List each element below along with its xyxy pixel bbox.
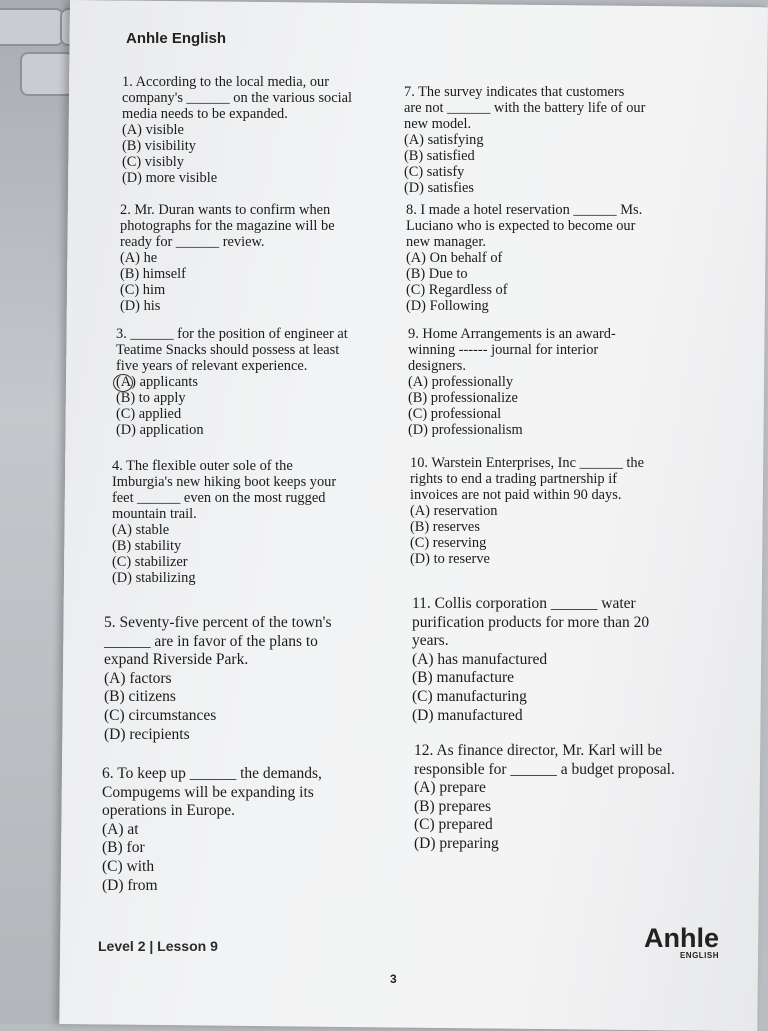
answer-option: (D) Following: [406, 298, 489, 314]
answer-option: (C) manufacturing: [412, 687, 527, 705]
answer-option: (D) his: [120, 298, 161, 314]
question-9: [408, 326, 616, 438]
answer-option: (C) stabilizer: [112, 554, 188, 570]
answer-option: (B) reserves: [410, 519, 480, 535]
answer-option: (B) citizens: [104, 688, 176, 706]
answer-option: (B) satisfied: [404, 148, 475, 164]
question-6: [102, 765, 322, 895]
question-stem-line: designers.: [408, 358, 466, 374]
question-stem-line: rights to end a trading partnership if: [410, 471, 618, 487]
question-1: [122, 74, 352, 186]
answer-option: (B) manufacture: [412, 669, 514, 687]
answer-option: (A) prepare: [414, 779, 486, 797]
anhle-english-logo: [644, 924, 719, 960]
header-brand: Anhle English: [126, 30, 227, 47]
answer-option: (A) he: [120, 250, 158, 266]
question-stem-line: invoices are not paid within 90 days.: [410, 487, 622, 503]
answer-option: (C) applied: [116, 406, 182, 422]
level-lesson-label: Level 2 | Lesson 9: [98, 938, 218, 954]
page-number: 3: [390, 972, 397, 986]
answer-option: (C) Regardless of: [406, 282, 508, 298]
question-7: [404, 84, 645, 196]
answer-option: (B) professionalize: [408, 390, 518, 406]
question-12: [414, 742, 675, 854]
question-stem-line: Imburgia's new hiking boot keeps your: [112, 474, 337, 490]
question-stem-line: operations in Europe.: [102, 802, 236, 820]
answer-option: (D) from: [102, 876, 158, 894]
laptop-key: [0, 8, 64, 46]
answer-option: (A) satisfying: [404, 132, 484, 148]
question-stem-line: 3. ______ for the position of engineer at: [116, 326, 348, 342]
question-10: [410, 455, 644, 567]
question-stem-line: are not ______ with the battery life of our: [404, 100, 646, 116]
answer-option: (C) prepared: [414, 816, 493, 834]
answer-option: (B) to apply: [116, 390, 186, 406]
answer-option: (B) Due to: [406, 266, 468, 282]
question-stem-line: feet ______ even on the most rugged: [112, 490, 326, 506]
answer-option: (A) On behalf of: [406, 250, 503, 266]
question-8: [406, 202, 642, 314]
answer-option: (C) reserving: [410, 535, 487, 551]
answer-option: (D) preparing: [414, 834, 499, 852]
answer-option: (A) stable: [112, 522, 170, 538]
question-stem-line: ready for ______ review.: [120, 234, 265, 250]
answer-option: (C) with: [102, 857, 155, 875]
question-2: [120, 202, 335, 314]
laptop-key: [20, 52, 74, 96]
question-stem-line: new model.: [404, 116, 472, 132]
answer-option: (A) reservation: [410, 503, 498, 519]
question-stem-line: five years of relevant experience.: [116, 358, 308, 374]
logo-sub-text: ENGLISH: [679, 951, 720, 960]
answer-option: (B) himself: [120, 266, 186, 282]
question-5: [104, 614, 331, 744]
question-stem-line: 9. Home Arrangements is an award-: [408, 326, 616, 342]
question-stem-line: media needs to be expanded.: [122, 106, 288, 122]
answer-option: (C) circumstances: [104, 706, 217, 724]
answer-option: (D) stabilizing: [112, 570, 196, 586]
answer-option: (D) to reserve: [410, 551, 490, 567]
answer-option: (D) more visible: [122, 170, 218, 186]
question-stem-line: mountain trail.: [112, 506, 197, 522]
question-stem-line: Teatime Snacks should possess at least: [116, 342, 340, 358]
question-stem-line: 2. Mr. Duran wants to confirm when: [120, 202, 331, 218]
answer-option: (C) satisfy: [404, 164, 465, 180]
question-stem-line: photographs for the magazine will be: [120, 218, 335, 234]
answer-option: (C) him: [120, 282, 166, 298]
answer-option: (B) stability: [112, 538, 182, 554]
answer-option: (C) visibly: [122, 154, 184, 170]
answer-option: (A) visible: [122, 122, 184, 138]
answer-option: (A) factors: [104, 669, 172, 687]
question-stem-line: winning ------ journal for interior: [408, 342, 599, 358]
answer-option: (D) professionalism: [408, 422, 523, 438]
answer-option: (A) has manufactured: [412, 650, 548, 668]
question-3: [116, 326, 348, 438]
question-stem-line: years.: [412, 632, 449, 650]
logo-main-text: Anhle: [644, 923, 720, 953]
answer-option: (B) prepares: [414, 797, 492, 815]
answer-option: (B) for: [102, 839, 145, 857]
question-stem-line: Compugems will be expanding its: [102, 783, 314, 801]
answer-option: (D) satisfies: [404, 180, 474, 196]
question-stem-line: responsible for ______ a budget proposal.: [414, 760, 675, 778]
answer-option: (A) professionally: [408, 374, 514, 390]
question-stem-line: expand Riverside Park.: [104, 651, 249, 669]
answer-option: (C) professional: [408, 406, 502, 422]
question-4: [112, 458, 336, 586]
question-stem-line: Luciano who is expected to become our: [406, 218, 636, 234]
question-stem-line: new manager.: [406, 234, 486, 250]
question-stem-line: 12. As finance director, Mr. Karl will be: [414, 742, 663, 759]
question-stem-line: company's ______ on the various social: [122, 90, 353, 106]
answer-option: (D) application: [116, 422, 204, 438]
question-stem-line: purification products for more than 20: [412, 613, 650, 631]
answer-option: (D) recipients: [104, 725, 190, 743]
answer-option: (B) visibility: [122, 138, 196, 154]
answer-option-selected: (A) applicants: [116, 374, 198, 390]
question-stem-line: 4. The flexible outer sole of the: [112, 458, 293, 474]
answer-option: (A) at: [102, 820, 139, 838]
question-stem-line: 6. To keep up ______ the demands,: [102, 765, 322, 782]
answer-option: (D) manufactured: [412, 706, 523, 724]
answer-circle-mark: [113, 374, 133, 392]
question-stem-line: 7. The survey indicates that customers: [404, 84, 625, 100]
question-stem-line: 10. Warstein Enterprises, Inc ______ the: [410, 455, 644, 471]
question-stem-line: ______ are in favor of the plans to: [104, 632, 318, 650]
question-11: [412, 595, 649, 725]
question-stem-line: 8. I made a hotel reservation ______ Ms.: [406, 202, 643, 218]
question-stem-line: 5. Seventy-five percent of the town's: [104, 614, 332, 631]
question-stem-line: 11. Collis corporation ______ water: [412, 595, 636, 612]
question-stem-line: 1. According to the local media, our: [122, 74, 330, 90]
